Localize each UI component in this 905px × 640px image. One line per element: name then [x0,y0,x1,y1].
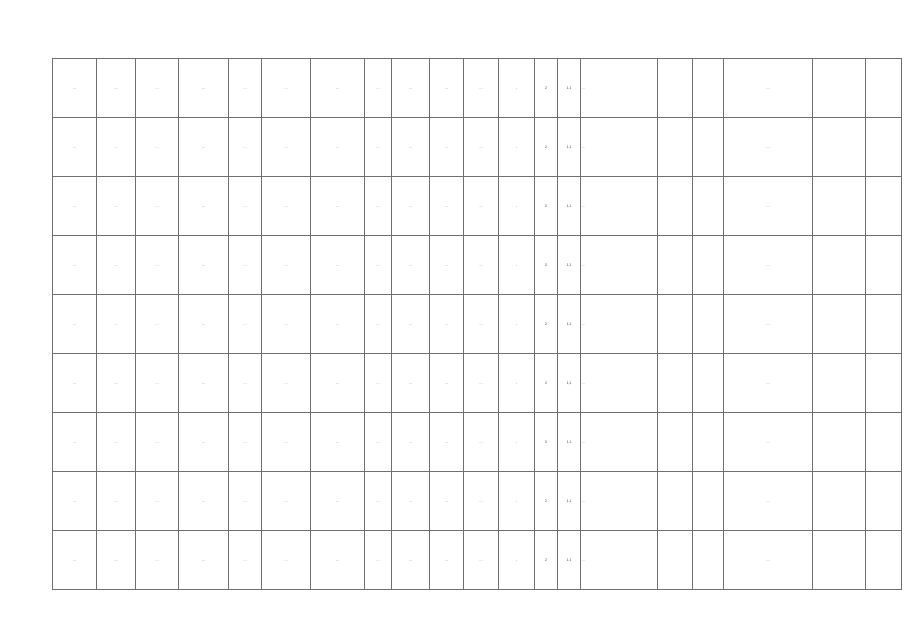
table-cell: … [229,354,262,413]
table-cell: … [136,472,179,531]
table-cell: 2 [535,354,558,413]
table-cell: … [311,354,365,413]
table-cell: 1,1 [558,531,581,590]
table-cell: 2 [535,177,558,236]
table-cell [658,59,693,118]
table-cell: … [229,118,262,177]
table-cell: … [392,177,430,236]
table-cell: … [365,354,392,413]
table-cell: 2 [535,413,558,472]
table-cell: … [179,59,229,118]
table-cell: … [581,354,658,413]
table-cell: … [464,236,499,295]
table-cell: - [499,354,535,413]
table-cell: - [499,295,535,354]
table-cell: … [581,295,658,354]
table-row [53,531,902,590]
table-cell: … [97,531,136,590]
table-cell: … [179,531,229,590]
table-cell: 1,1 [558,118,581,177]
table-cell: … [262,118,311,177]
table-cell: … [581,118,658,177]
table-cell: … [430,472,464,531]
table-cell: … [464,295,499,354]
table-cell: 1,1 [558,295,581,354]
table-cell: … [724,295,813,354]
table-cell [658,413,693,472]
table-cell: … [97,59,136,118]
table-row [53,59,902,118]
table-cell: … [365,531,392,590]
table-cell: - [499,59,535,118]
table-cell: … [53,236,97,295]
table-cell: … [724,413,813,472]
table-cell: … [136,531,179,590]
table-cell: … [97,413,136,472]
table-cell: … [311,472,365,531]
table-cell: … [97,177,136,236]
table-cell: … [724,177,813,236]
table-cell [658,472,693,531]
table-cell: 2 [535,531,558,590]
table-cell: … [229,531,262,590]
table-cell: … [724,472,813,531]
table-cell: … [464,472,499,531]
table-cell: … [136,59,179,118]
table-cell: … [229,295,262,354]
table-cell [658,531,693,590]
table-cell [693,59,724,118]
table-row [53,472,902,531]
table-cell [658,177,693,236]
table-cell: - [499,236,535,295]
table-cell [866,177,902,236]
table-cell [866,472,902,531]
table-cell: … [53,118,97,177]
table-cell [693,177,724,236]
table-cell: … [136,354,179,413]
table-row [53,177,902,236]
table-cell: … [262,354,311,413]
table-cell: … [262,531,311,590]
table-cell: … [430,295,464,354]
table-cell: … [229,472,262,531]
table-cell: … [464,413,499,472]
table-cell: … [581,413,658,472]
table-cell: … [392,472,430,531]
document-table [52,58,902,590]
table-row [53,413,902,472]
document-table-body [53,59,902,590]
table-cell [813,472,866,531]
table-cell [866,295,902,354]
table-cell: … [581,531,658,590]
table-cell: … [179,295,229,354]
table-cell: … [136,413,179,472]
table-cell: … [464,59,499,118]
table-cell: … [365,59,392,118]
table-cell: … [464,354,499,413]
table-cell: 1,1 [558,236,581,295]
table-cell: - [499,472,535,531]
table-row [53,295,902,354]
table-cell: … [724,236,813,295]
table-cell [693,118,724,177]
table-cell: … [53,295,97,354]
table-cell: 1,1 [558,354,581,413]
table-cell [658,236,693,295]
table-cell: - [499,118,535,177]
table-cell: … [430,354,464,413]
table-cell: … [464,531,499,590]
table-cell [813,236,866,295]
table-cell: - [499,177,535,236]
table-cell: … [262,413,311,472]
table-cell [813,59,866,118]
table-cell: … [392,59,430,118]
table-cell: … [724,118,813,177]
table-cell: … [724,531,813,590]
table-cell [813,531,866,590]
table-cell: … [365,118,392,177]
table-cell: … [179,118,229,177]
table-cell [866,59,902,118]
table-cell: … [581,59,658,118]
table-cell: … [179,413,229,472]
table-cell: … [392,531,430,590]
table-cell [693,472,724,531]
table-cell: … [262,59,311,118]
table-cell: 2 [535,118,558,177]
table-row [53,354,902,413]
table-cell: 2 [535,59,558,118]
table-cell: … [392,295,430,354]
table-cell: … [262,472,311,531]
table-cell [693,295,724,354]
table-cell: … [430,59,464,118]
table-cell [658,118,693,177]
table-cell: … [262,236,311,295]
table-cell [866,118,902,177]
table-cell: … [262,295,311,354]
table-cell: … [229,177,262,236]
table-cell [693,413,724,472]
table-cell [866,354,902,413]
table-cell: - [499,531,535,590]
table-cell: … [262,177,311,236]
table-cell: … [392,354,430,413]
table-cell: … [430,531,464,590]
table-cell: … [581,472,658,531]
table-cell: … [581,236,658,295]
table-cell: … [97,295,136,354]
table-cell: … [365,472,392,531]
table-cell: … [229,236,262,295]
table-cell: … [53,472,97,531]
table-cell [866,531,902,590]
table-cell: … [581,177,658,236]
table-cell: … [179,354,229,413]
table-cell: … [365,295,392,354]
table-cell [693,236,724,295]
table-cell: 2 [535,236,558,295]
table-cell: … [311,59,365,118]
table-cell [866,413,902,472]
table-cell: … [464,118,499,177]
table-cell [658,295,693,354]
table-cell [813,354,866,413]
table-cell: … [97,354,136,413]
table-cell: … [430,236,464,295]
table-cell: 1,1 [558,177,581,236]
table-cell [866,236,902,295]
table-cell: … [53,177,97,236]
table-cell: … [97,118,136,177]
table-cell: … [53,413,97,472]
table-cell: … [430,177,464,236]
table-cell [813,413,866,472]
table-cell: … [53,59,97,118]
table-cell [813,295,866,354]
table-cell [813,118,866,177]
table-cell: … [136,295,179,354]
table-cell: … [392,236,430,295]
table-cell: … [53,354,97,413]
table-cell: … [724,59,813,118]
table-cell: … [365,413,392,472]
table-cell: … [53,531,97,590]
table-cell: … [311,118,365,177]
table-cell: … [179,236,229,295]
table-cell: … [311,531,365,590]
table-cell: 2 [535,472,558,531]
table-cell: … [430,413,464,472]
table-cell: … [229,413,262,472]
table-cell [693,531,724,590]
table-cell: … [724,354,813,413]
table-cell: … [311,295,365,354]
table-cell: … [311,236,365,295]
table-cell [813,177,866,236]
table-cell: … [311,413,365,472]
table-cell: 1,1 [558,472,581,531]
table-cell: … [136,236,179,295]
table-cell: 1,1 [558,413,581,472]
table-cell: … [97,472,136,531]
table-cell: … [136,118,179,177]
table-cell: … [97,236,136,295]
table-cell: … [179,472,229,531]
table-cell [658,354,693,413]
table-cell: … [311,177,365,236]
table-cell: … [392,118,430,177]
table-cell: … [464,177,499,236]
table-cell: … [365,177,392,236]
table-cell: - [499,413,535,472]
table-cell: … [229,59,262,118]
table-cell: … [430,118,464,177]
table-cell: … [136,177,179,236]
table-row [53,118,902,177]
table-cell: … [179,177,229,236]
table-row [53,236,902,295]
table-cell: 1,1 [558,59,581,118]
table-cell: … [365,236,392,295]
table-cell: 2 [535,295,558,354]
table-cell: … [392,413,430,472]
table-cell [693,354,724,413]
